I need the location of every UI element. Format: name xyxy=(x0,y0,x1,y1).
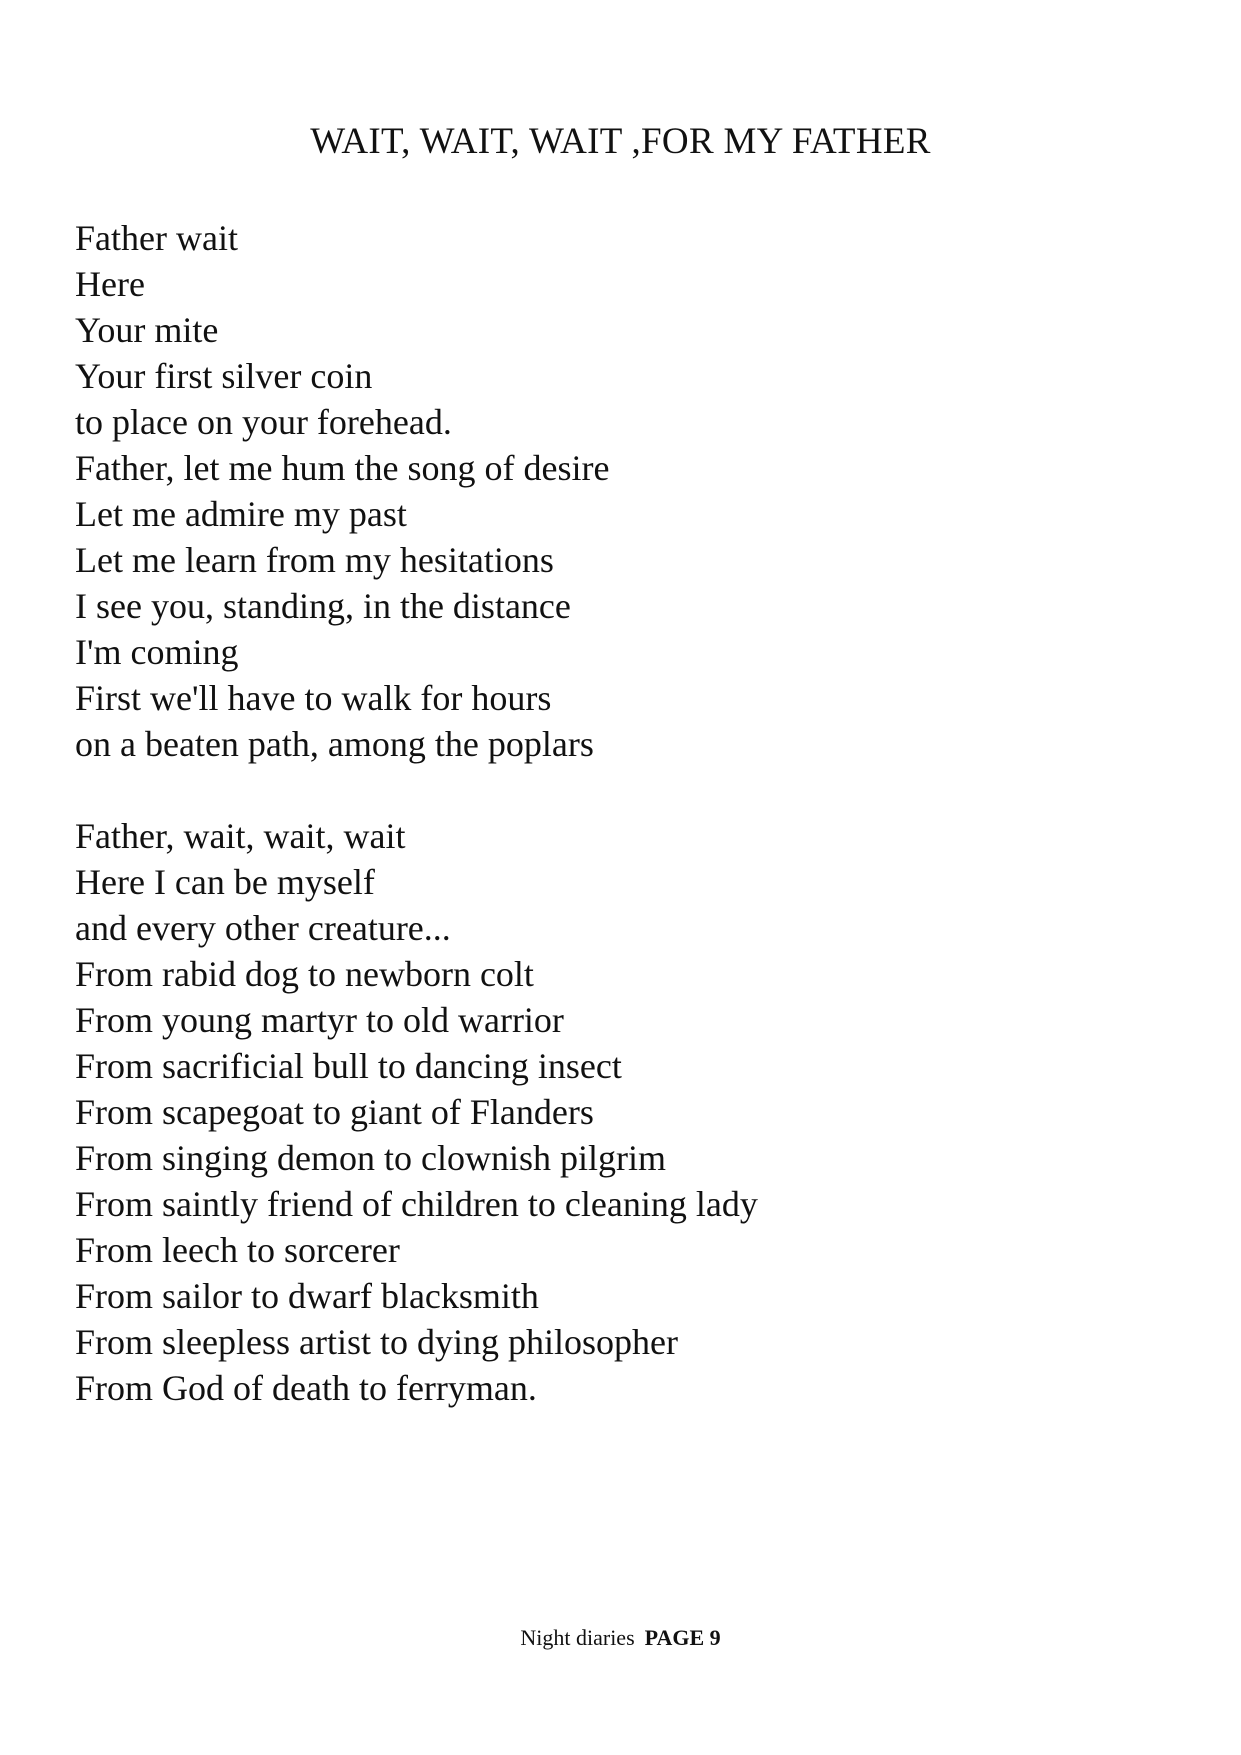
poem-line: From sacrificial bull to dancing insect xyxy=(75,1046,622,1086)
poem-line: From scapegoat to giant of Flanders xyxy=(75,1092,594,1132)
poem-line: Let me learn from my hesitations xyxy=(75,540,554,580)
poem-body xyxy=(75,215,1175,1411)
poem-line: and every other creature... xyxy=(75,908,451,948)
poem-title: WAIT, WAIT, WAIT ,FOR MY FATHER xyxy=(310,121,931,162)
poem-line: From sleepless artist to dying philosopher xyxy=(75,1322,678,1362)
poem-line: Father, wait, wait, wait xyxy=(75,816,406,856)
poem-line: From God of death to ferryman. xyxy=(75,1368,537,1408)
page-footer xyxy=(0,1624,1241,1652)
poem-line: to place on your forehead. xyxy=(75,402,452,442)
stanza-1 xyxy=(75,215,1175,767)
poem-line: From singing demon to clownish pilgrim xyxy=(75,1138,666,1178)
poem-line: Your mite xyxy=(75,310,219,350)
poem-line: From saintly friend of children to cleaning lady xyxy=(75,1184,758,1224)
book-title: Night diaries xyxy=(520,1625,635,1650)
poem-line: I see you, standing, in the distance xyxy=(75,586,571,626)
poem-line: From rabid dog to newborn colt xyxy=(75,954,534,994)
poem-line: From leech to sorcerer xyxy=(75,1230,400,1270)
stanza-break xyxy=(75,767,1175,813)
poem-line: Father wait xyxy=(75,218,238,258)
stanza-2 xyxy=(75,813,1175,1411)
poem-line: Father, let me hum the song of desire xyxy=(75,448,610,488)
poem-line: Let me admire my past xyxy=(75,494,407,534)
poem-line: From sailor to dwarf blacksmith xyxy=(75,1276,539,1316)
poem-line: I'm coming xyxy=(75,632,239,672)
poem-line: Here I can be myself xyxy=(75,862,375,902)
poem-line: From young martyr to old warrior xyxy=(75,1000,564,1040)
page-number: PAGE 9 xyxy=(644,1625,721,1650)
poem-line: Here xyxy=(75,264,145,304)
poem-line: on a beaten path, among the poplars xyxy=(75,724,594,764)
poem-line: First we'll have to walk for hours xyxy=(75,678,552,718)
poem-line: Your first silver coin xyxy=(75,356,373,396)
